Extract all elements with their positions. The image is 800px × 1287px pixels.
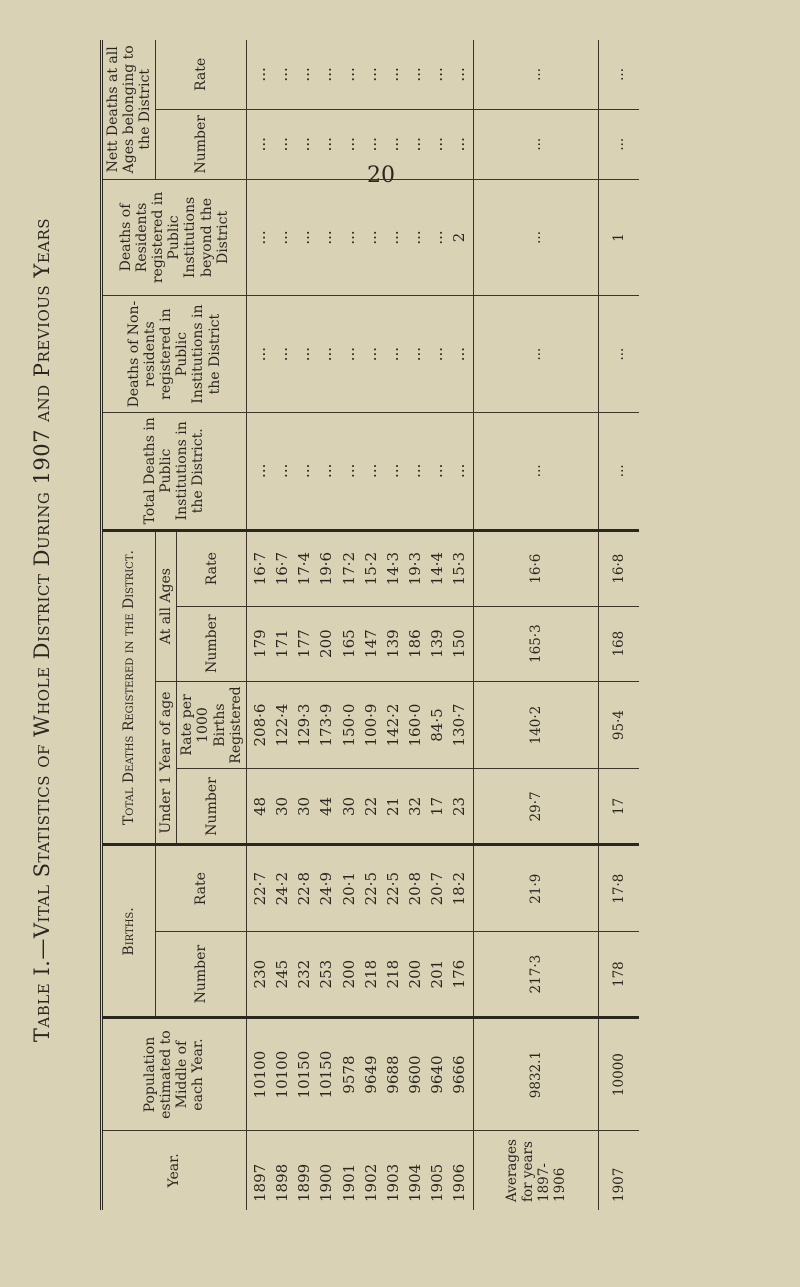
table-cell: 232 <box>295 959 314 989</box>
table-cell: ... <box>317 137 336 152</box>
table-cell: ... <box>383 463 402 478</box>
table-cell: ... <box>450 67 469 82</box>
table-cell: 218 <box>361 959 380 989</box>
page-number: 20 <box>367 163 395 188</box>
table-cell: ... <box>250 137 269 152</box>
table-cell: 150·0 <box>339 703 358 747</box>
avg-under1-rate: 140·2 <box>473 681 598 769</box>
table-cell: ... <box>295 137 314 152</box>
table-cell: 1898 <box>272 1163 291 1202</box>
table-cell: 84·5 <box>428 708 447 742</box>
table-cell: ... <box>272 463 291 478</box>
table-cell: ... <box>250 346 269 362</box>
years-column <box>246 1130 473 1210</box>
table-cell: ... <box>383 346 402 362</box>
header-residents-beyond: Deaths of Residents registered in Public Institutions beyond the District <box>102 179 247 296</box>
table-cell: ... <box>450 137 469 152</box>
cur-allages-rate: 16·8 <box>598 530 639 606</box>
table-cell: 14·3 <box>383 551 402 586</box>
table-cell: 165 <box>339 629 358 658</box>
table-cell: 160·0 <box>406 703 425 747</box>
table-cell: 30 <box>295 796 314 816</box>
table-cell: ... <box>339 463 358 478</box>
table-cell: 10150 <box>295 1050 314 1099</box>
table-cell: 1899 <box>295 1163 314 1202</box>
table-cell: 10150 <box>317 1050 336 1099</box>
table-cell: 129·3 <box>295 703 314 747</box>
table-cell: ... <box>383 137 402 152</box>
table-cell: 1903 <box>383 1163 402 1202</box>
table-cell: 22 <box>361 796 380 816</box>
table-cell: 2 <box>450 232 469 243</box>
cur-under1-rate: 95·4 <box>598 681 639 769</box>
under1-number-column <box>246 769 473 845</box>
table-cell: ... <box>450 346 469 362</box>
table-cell: 17 <box>428 796 447 816</box>
header-nett-deaths-group: Nett Deaths at all Ages belonging to the District <box>102 40 156 179</box>
avg-allages-rate: 16·6 <box>473 530 598 606</box>
header-births-number: Number <box>156 931 246 1017</box>
table-cell: 200 <box>339 959 358 989</box>
table-cell: 1906 <box>450 1163 469 1202</box>
table-cell: 10100 <box>250 1050 269 1099</box>
table-cell: 16·7 <box>272 551 291 586</box>
table-cell: ... <box>295 346 314 362</box>
cur-allages-number: 168 <box>598 606 639 681</box>
current-year-row <box>598 40 639 1210</box>
cur-nonresidents: ... <box>598 296 639 413</box>
header-total-deaths-group: Total Deaths Registered in the District. <box>102 530 156 845</box>
header-under1-rate: Rate per 1000 Births Registered <box>177 681 246 769</box>
table-cell: 186 <box>406 629 425 658</box>
cur-population: 10000 <box>598 1018 639 1130</box>
table-cell: 32 <box>406 796 425 816</box>
table-cell: 176 <box>450 959 469 989</box>
averages-row <box>473 40 598 1210</box>
table-cell: 177 <box>295 629 314 658</box>
table-cell: 22·8 <box>295 871 314 906</box>
table-row-years <box>246 40 473 1210</box>
table-cell: 230 <box>250 959 269 989</box>
table-cell: 142·2 <box>383 703 402 747</box>
table-cell: 9649 <box>361 1055 380 1094</box>
cur-nett-rate: ... <box>598 40 639 109</box>
table-cell: 1897 <box>250 1163 269 1202</box>
table-cell: 1902 <box>361 1163 380 1202</box>
table-cell: 24·2 <box>272 871 291 906</box>
table-cell: ... <box>295 463 314 478</box>
table-cell: ... <box>406 346 425 362</box>
table-cell: ... <box>383 230 402 245</box>
table-cell: 17·4 <box>295 551 314 586</box>
header-public-institutions-total: Total Deaths in Public Institutions in the District. <box>102 412 247 530</box>
header-year: Year. <box>102 1130 247 1210</box>
table-cell: 10100 <box>272 1050 291 1099</box>
cur-under1-number: 17 <box>598 769 639 845</box>
table-cell: 30 <box>339 796 358 816</box>
table-cell: 253 <box>317 959 336 989</box>
under1-rate-column <box>246 681 473 769</box>
table-cell: 44 <box>317 796 336 816</box>
table-cell: ... <box>272 137 291 152</box>
table-cell: 171 <box>272 629 291 658</box>
allages-rate-column <box>246 530 473 606</box>
table-cell: 218 <box>383 959 402 989</box>
table-cell: 130·7 <box>450 703 469 747</box>
table-cell: ... <box>361 346 380 362</box>
table-cell: ... <box>361 230 380 245</box>
header-allages-group: At all Ages <box>156 530 177 681</box>
allages-number-column <box>246 606 473 681</box>
table-cell: 200 <box>406 959 425 989</box>
header-nett-rate: Rate <box>156 40 246 109</box>
table-cell: ... <box>406 230 425 245</box>
table-cell: 20·7 <box>428 871 447 906</box>
table-cell: 22·7 <box>250 871 269 906</box>
avg-nonresidents: ... <box>473 296 598 413</box>
table-cell: 22·5 <box>383 871 402 906</box>
table-cell: ... <box>317 346 336 362</box>
table-cell: ... <box>272 230 291 245</box>
avg-residents-beyond: ... <box>473 179 598 296</box>
table-cell: 139 <box>383 629 402 658</box>
table-cell: 201 <box>428 959 447 989</box>
table-cell: ... <box>339 346 358 362</box>
table-cell: ... <box>428 137 447 152</box>
averages-label: Averages for years 1897-1906 <box>473 1130 598 1210</box>
nett-number-column <box>246 109 473 179</box>
table-cell: 1900 <box>317 1163 336 1202</box>
cur-nett-number: ... <box>598 109 639 179</box>
table-cell: 20·8 <box>406 871 425 906</box>
table-cell: 17·2 <box>339 551 358 586</box>
cur-births-number: 178 <box>598 931 639 1017</box>
table-cell: 150 <box>450 629 469 658</box>
table-cell: 147 <box>361 629 380 658</box>
table-cell: 20·1 <box>339 871 358 906</box>
table-cell: ... <box>428 463 447 478</box>
table-cell: ... <box>450 463 469 478</box>
table-cell: 48 <box>250 796 269 816</box>
table-cell: ... <box>250 67 269 82</box>
avg-population: 9832.1 <box>473 1018 598 1130</box>
rotated-table-stage <box>30 30 790 1230</box>
table-cell: 1905 <box>428 1163 447 1202</box>
table-cell: ... <box>406 137 425 152</box>
table-cell: ... <box>361 137 380 152</box>
table-cell: 18·2 <box>450 871 469 906</box>
table-cell: 1904 <box>406 1163 425 1202</box>
table-cell: 200 <box>317 629 336 658</box>
avg-births-rate: 21·9 <box>473 845 598 931</box>
table-cell: ... <box>383 67 402 82</box>
avg-births-number: 217·3 <box>473 931 598 1017</box>
table-cell: ... <box>339 230 358 245</box>
table-cell: 122·4 <box>272 703 291 747</box>
vital-statistics-table <box>100 40 639 1210</box>
avg-public-institutions-total: ... <box>473 412 598 530</box>
table-cell: ... <box>250 463 269 478</box>
table-cell: ... <box>361 463 380 478</box>
table-cell: ... <box>272 346 291 362</box>
table-cell: 1901 <box>339 1163 358 1202</box>
table-cell: 21 <box>383 796 402 816</box>
table-cell: 15·3 <box>450 551 469 586</box>
table-cell: 15·2 <box>361 551 380 586</box>
table-cell: 139 <box>428 629 447 658</box>
table-cell: 22·5 <box>361 871 380 906</box>
table-cell: ... <box>272 67 291 82</box>
table-cell: 9688 <box>383 1055 402 1094</box>
nonresidents-column <box>246 296 473 413</box>
table-cell: ... <box>295 230 314 245</box>
avg-nett-number: ... <box>473 109 598 179</box>
cur-births-rate: 17·8 <box>598 845 639 931</box>
table-cell: ... <box>361 67 380 82</box>
table-cell: 16·7 <box>250 551 269 586</box>
table-cell: ... <box>428 67 447 82</box>
births-number-column <box>246 931 473 1017</box>
avg-nett-rate: ... <box>473 40 598 109</box>
header-births-rate: Rate <box>156 845 246 931</box>
header-allages-rate: Rate <box>177 530 246 606</box>
table-title: Table I.—Vital Statistics of Whole District During 1907 and Previous Years <box>30 217 54 1043</box>
header-under1-group: Under 1 Year of age <box>156 681 177 845</box>
table-cell: ... <box>317 463 336 478</box>
table-cell: 24·9 <box>317 871 336 906</box>
births-rate-column <box>246 845 473 931</box>
public-institutions-total-column <box>246 412 473 530</box>
table-cell: 30 <box>272 796 291 816</box>
table-cell: ... <box>428 230 447 245</box>
table-cell: ... <box>339 137 358 152</box>
table-cell: 9578 <box>339 1055 358 1094</box>
table-cell: ... <box>317 67 336 82</box>
population-column <box>246 1018 473 1130</box>
table-cell: ... <box>317 230 336 245</box>
current-year: 1907 <box>598 1130 639 1210</box>
table-cell: ... <box>428 346 447 362</box>
table-cell: ... <box>250 230 269 245</box>
table-cell: 23 <box>450 796 469 816</box>
header-nett-number: Number <box>156 109 246 179</box>
table-cell: 9640 <box>428 1055 447 1094</box>
table-cell: ... <box>339 67 358 82</box>
table-cell: 245 <box>272 959 291 989</box>
table-cell: 179 <box>250 629 269 658</box>
residents-beyond-column <box>246 179 473 296</box>
header-nonresidents: Deaths of Non-residents registered in Public Institutions in the District <box>102 296 247 413</box>
table-cell: 19·3 <box>406 551 425 586</box>
header-births-group: Births. <box>102 845 156 1018</box>
table-cell: 9666 <box>450 1055 469 1094</box>
cur-residents-beyond: 1 <box>598 179 639 296</box>
avg-under1-number: 29·7 <box>473 769 598 845</box>
avg-allages-number: 165·3 <box>473 606 598 681</box>
table-cell: 173·9 <box>317 703 336 747</box>
table-cell: 100·9 <box>361 703 380 747</box>
table-cell: ... <box>295 67 314 82</box>
table-cell: ... <box>406 67 425 82</box>
table-cell: 9600 <box>406 1055 425 1094</box>
table-cell: 14·4 <box>428 551 447 586</box>
header-population: Population estimated to Middle of each Year. <box>102 1018 247 1130</box>
nett-rate-column <box>246 40 473 109</box>
header-under1-number: Number <box>177 769 246 845</box>
cur-public-institutions-total: ... <box>598 412 639 530</box>
table-cell: 208·6 <box>250 703 269 747</box>
table-cell: 19·6 <box>317 551 336 586</box>
header-allages-number: Number <box>177 606 246 681</box>
table-cell: ... <box>406 463 425 478</box>
